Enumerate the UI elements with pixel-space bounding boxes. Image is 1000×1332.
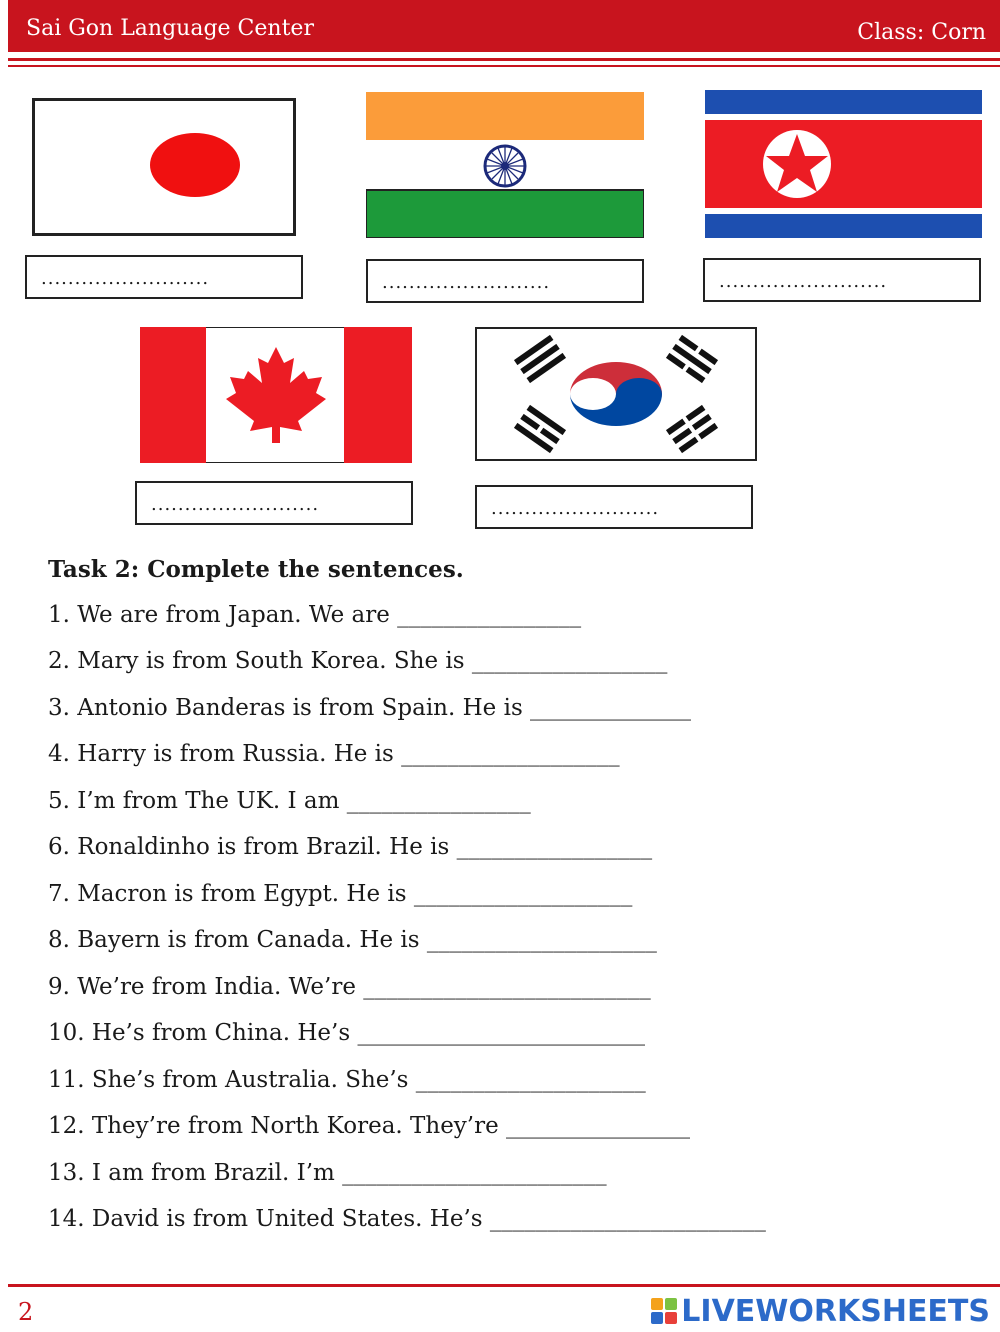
task-title: Task 2: Complete the sentences. [48, 556, 464, 583]
answer-placeholder-4: ......................... [151, 494, 320, 515]
liveworksheets-brand[interactable] [651, 1293, 990, 1329]
answer-placeholder-5: ......................... [491, 498, 660, 519]
answer-placeholder-1: ......................... [41, 268, 210, 289]
sentence-12[interactable]: 12. They’re from North Korea. They’re ________________ [48, 1113, 691, 1139]
sentence-5[interactable]: 5. I’m from The UK. I am ________________ [48, 788, 531, 814]
answer-box-2[interactable] [366, 259, 644, 303]
answer-box-5[interactable] [475, 485, 753, 529]
answer-placeholder-3: ......................... [719, 271, 888, 292]
sentence-9[interactable]: 9. We’re from India. We’re _________________________ [48, 974, 651, 1000]
canada-flag [140, 327, 412, 463]
answer-placeholder-2: ......................... [382, 272, 551, 293]
brand-text: LIVEWORKSHEETS [681, 1293, 990, 1329]
answer-box-3[interactable] [703, 258, 981, 302]
sentence-2[interactable]: 2. Mary is from South Korea. She is _________________ [48, 648, 668, 674]
sentence-7[interactable]: 7. Macron is from Egypt. He is ___________________ [48, 881, 633, 907]
sentence-14[interactable]: 14. David is from United States. He’s ________________________ [48, 1206, 766, 1232]
header-bar [8, 0, 1000, 52]
sentence-6[interactable]: 6. Ronaldinho is from Brazil. He is _________________ [48, 834, 653, 860]
sentence-11[interactable]: 11. She’s from Australia. She’s ____________________ [48, 1067, 646, 1093]
footer-divider [8, 1284, 1000, 1287]
sentence-1[interactable]: 1. We are from Japan. We are ________________ [48, 602, 582, 628]
answer-box-1[interactable] [25, 255, 303, 299]
class-label: Class: Corn [857, 20, 986, 45]
sentence-4[interactable]: 4. Harry is from Russia. He is ___________________ [48, 741, 620, 767]
page-number: 2 [18, 1298, 34, 1326]
sentence-8[interactable]: 8. Bayern is from Canada. He is ____________________ [48, 927, 657, 953]
liveworksheets-logo-icon [651, 1298, 677, 1324]
japan-flag [32, 98, 296, 236]
answer-box-4[interactable] [135, 481, 413, 525]
south-korea-flag [475, 327, 757, 461]
sentence-13[interactable]: 13. I am from Brazil. I’m _______________________ [48, 1160, 607, 1186]
north-korea-flag [705, 90, 982, 238]
india-flag [366, 92, 644, 238]
sentence-10[interactable]: 10. He’s from China. He’s _________________________ [48, 1020, 645, 1046]
center-name: Sai Gon Language Center [26, 16, 314, 41]
header-divider [8, 58, 1000, 67]
sentence-3[interactable]: 3. Antonio Banderas is from Spain. He is ______________ [48, 695, 692, 721]
